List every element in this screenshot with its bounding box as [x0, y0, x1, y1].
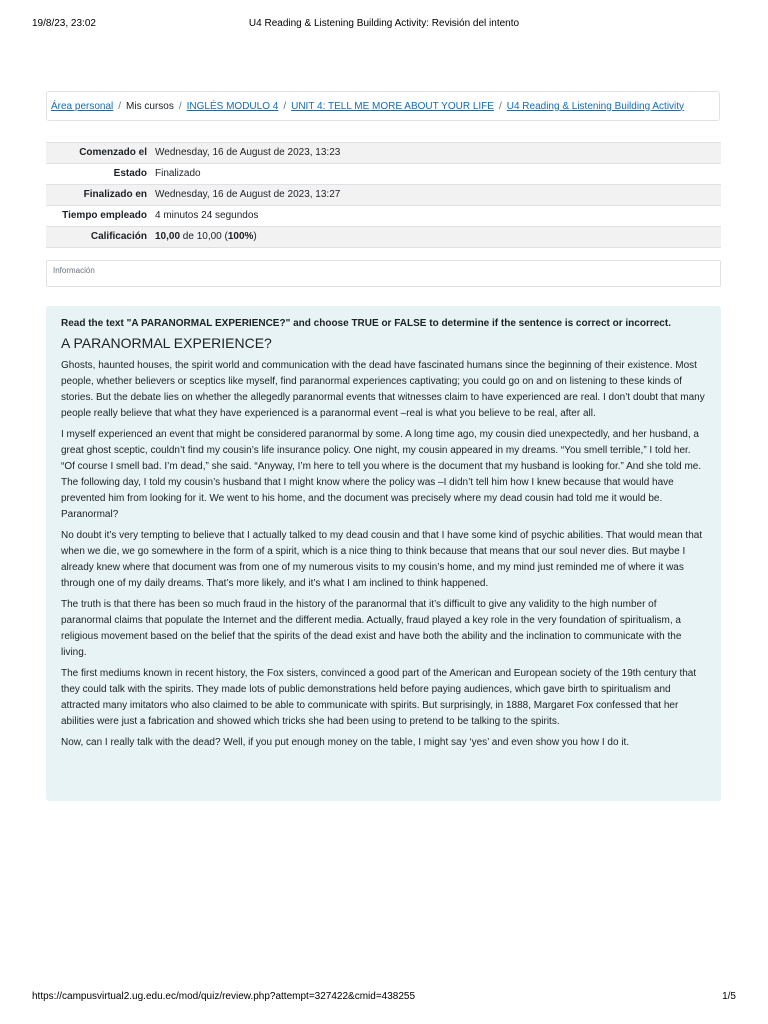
breadcrumb-mis-cursos: Mis cursos	[126, 100, 174, 112]
question-content	[46, 306, 721, 801]
summary-row-finished	[46, 185, 721, 206]
reading-paragraph: I myself experienced an event that might be considered paranormal by some. A long time ago, my cousin died unexpectedly, and her husband, a great ghost sceptic, couldn’t find my cousin’s life insurance policy. One night, my cousin appeared in my dreams. “You smell terrible,” I told her. “Of course I smell bad. I’m dead,” she said. “Anyway, I’m here to tell you where is the document that my husband is looking for.” And she told me. The following day, I told my cousin’s husband that I might know where the policy was –I didn’t tell him how I knew because that would have prevented him from looking for it. We went to his home, and the document was precisely where my dead cousin had told me it would be. Paranormal?	[61, 429, 702, 520]
info-label: Información	[53, 266, 95, 275]
summary-row-grade	[46, 227, 721, 248]
reading-paragraph: No doubt it’s very tempting to believe that I actually talked to my dead cousin and that I have some kind of psychic abilities. That would mean that when we die, we go somewhere in the form of a spirit, which is a nice thing to think because that means that our soul never dies. But maybe I already knew where that document was from one of my numerous visits to my cousin’s home, and my mind just reminded me of where it was through one of my daily dreams. That’s more likely, and it’s what I am inclined to think happened.	[61, 530, 703, 589]
reading-paragraph: Now, can I really talk with the dead? Well, if you put enough money on the table, I might say ‘yes’ and even show you how I do it.	[61, 737, 630, 748]
breadcrumb-separator: /	[283, 100, 287, 112]
page-number: 1/5	[722, 991, 736, 1002]
grade-value	[151, 227, 721, 248]
breadcrumb-separator: /	[118, 100, 122, 112]
grade-end: )	[253, 231, 257, 242]
summary-value: Wednesday, 16 de August de 2023, 13:27	[151, 185, 721, 206]
breadcrumb-course[interactable]: INGLÉS MODULO 4	[186, 100, 279, 112]
summary-label: Comenzado el	[46, 143, 151, 164]
summary-value: Finalizado	[151, 164, 721, 185]
reading-paragraph: The truth is that there has been so much fraud in the history of the paranormal that it’s difficult to give any validity to the high number of paranormal claims that populate the Internet and the different media. Actually, fraud played a key role in the very foundation of spiritualism, a religious movement based on the belief that the spirits of the dead exist and have both the ability and the inclination to communicate with the living.	[61, 599, 682, 658]
print-date: 19/8/23, 23:02	[32, 18, 96, 29]
breadcrumb-separator: /	[178, 100, 182, 112]
reading-title: A PARANORMAL EXPERIENCE?	[61, 335, 272, 351]
grade-percent: 100%	[227, 231, 254, 242]
print-url: https://campusvirtual2.ug.edu.ec/mod/quiz/review.php?attempt=327422&cmid=438255	[32, 991, 416, 1002]
summary-label: Estado	[46, 164, 151, 185]
summary-value: Wednesday, 16 de August de 2023, 13:23	[151, 143, 721, 164]
breadcrumb	[46, 91, 720, 121]
summary-row-state	[46, 164, 721, 185]
breadcrumb-area-personal[interactable]: Área personal	[51, 100, 114, 112]
breadcrumb-unit[interactable]: UNIT 4: TELL ME MORE ABOUT YOUR LIFE	[291, 100, 494, 112]
reading-paragraph: Ghosts, haunted houses, the spirit world and communication with the dead have fascinated humans since the beginning of their existence. Most people, whether believers or sceptics like myself, find paranormal experiences captivating; you could go on and on listening to these kinds of stories. But the debate lies on whether the allegedly paranormal events that witnesses claim to have experienced are real. I don’t doubt that many people really believe that what they have experienced is a paranormal event –real is what you believe to be real, after all.	[61, 360, 705, 419]
summary-value: 4 minutos 24 segundos	[151, 206, 721, 227]
breadcrumb-separator: /	[498, 100, 502, 112]
summary-label: Finalizado en	[46, 185, 151, 206]
info-box	[46, 260, 721, 287]
print-footer	[32, 991, 736, 1005]
reading-paragraph: The first mediums known in recent history, the Fox sisters, convinced a good part of the American and European society of the 19th century that they could talk with the spirits. They made lots of public demonstrations held before paying audiences, which gave birth to spiritualism and attracted many imitators who also claimed to be able to communicate with spirits. But surprisingly, in 1888, Margaret Fox confessed that her abilities were just a fabrication and showed which tricks she had been using to pretend to be talking to the spirits.	[61, 668, 697, 727]
summary-label: Tiempo empleado	[46, 206, 151, 227]
attempt-summary-table	[46, 142, 721, 248]
summary-label: Calificación	[46, 227, 151, 248]
summary-row-time	[46, 206, 721, 227]
breadcrumb-activity[interactable]: U4 Reading & Listening Building Activity	[506, 100, 685, 112]
question-instruction: Read the text "A PARANORMAL EXPERIENCE?" and choose TRUE or FALSE to determine if the sentence is correct or incorrect.	[61, 318, 671, 329]
summary-row-started	[46, 143, 721, 164]
grade-mid: de 10,00 (	[180, 231, 228, 242]
grade-score: 10,00	[155, 231, 181, 242]
print-title: U4 Reading & Listening Building Activity: Revisión del intento	[248, 18, 520, 29]
print-header	[32, 18, 736, 32]
